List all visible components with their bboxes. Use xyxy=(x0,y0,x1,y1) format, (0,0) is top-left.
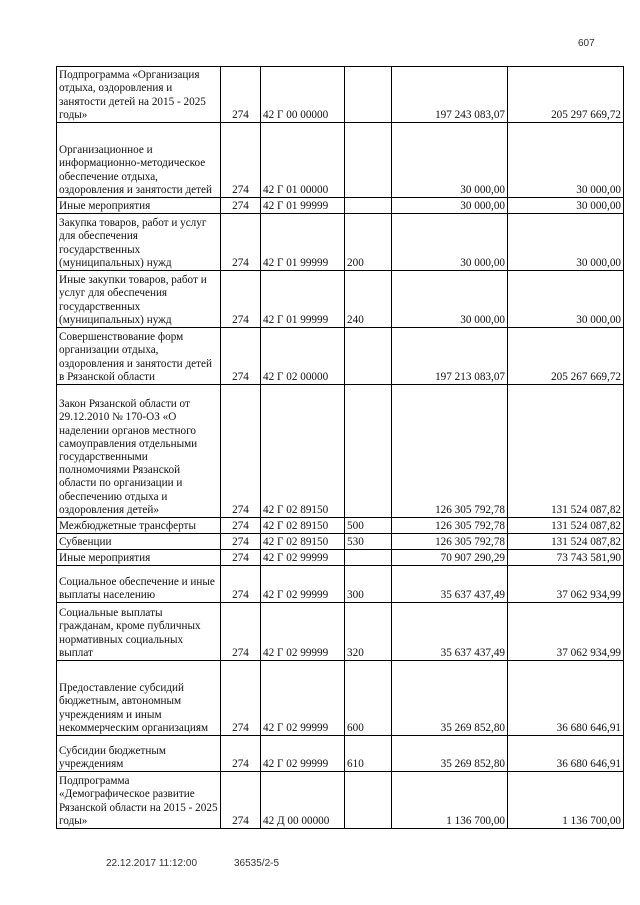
row-name-cell: Социальное обеспечение и иные выплаты населению xyxy=(57,566,221,603)
row-amount-1-cell: 35 637 437,49 xyxy=(392,603,508,661)
footer-doc-code: 36535/2-5 xyxy=(234,858,280,869)
table-row xyxy=(57,214,624,271)
table-row xyxy=(57,772,624,829)
table-row xyxy=(57,271,624,328)
budget-table xyxy=(56,66,624,829)
row-ved-code-cell: 274 xyxy=(221,198,261,214)
table-row xyxy=(57,123,624,198)
row-vr-code-cell xyxy=(345,123,392,198)
row-name-cell: Субсидии бюджетным учреждениям xyxy=(57,736,221,772)
page-number: 607 xyxy=(578,38,595,49)
row-amount-1-cell: 70 907 290,29 xyxy=(392,550,508,566)
row-name-cell: Межбюджетные трансферты xyxy=(57,518,221,534)
row-amount-2-cell: 37 062 934,99 xyxy=(508,603,624,661)
row-name-cell: Закупка товаров, работ и услуг для обеспечения государственных (муниципальных) нужд xyxy=(57,214,221,271)
row-ved-code-cell: 274 xyxy=(221,603,261,661)
row-vr-code-cell: 240 xyxy=(345,271,392,328)
row-ved-code-cell: 274 xyxy=(221,534,261,550)
row-vr-code-cell: 500 xyxy=(345,518,392,534)
row-ved-code-cell: 274 xyxy=(221,67,261,123)
row-ved-code-cell: 274 xyxy=(221,385,261,518)
row-ved-code-cell: 274 xyxy=(221,550,261,566)
row-amount-2-cell: 131 524 087,82 xyxy=(508,534,624,550)
row-name-cell: Социальные выплаты гражданам, кроме публичных нормативных социальных выплат xyxy=(57,603,221,661)
row-ved-code-cell: 274 xyxy=(221,566,261,603)
row-name-cell: Закон Рязанской области от 29.12.2010 № 170-ОЗ «О наделении органов местного самоуправления отдельными государственными полномочиями Рязанской области по организации и обеспечению отдыха и оздоровления детей» xyxy=(57,385,221,518)
row-amount-2-cell: 30 000,00 xyxy=(508,123,624,198)
row-vr-code-cell: 200 xyxy=(345,214,392,271)
row-csr-code-cell: 42 Г 02 99999 xyxy=(261,566,345,603)
row-vr-code-cell xyxy=(345,385,392,518)
table-row xyxy=(57,661,624,736)
row-ved-code-cell: 274 xyxy=(221,328,261,385)
row-amount-2-cell: 30 000,00 xyxy=(508,198,624,214)
footer-datetime: 22.12.2017 11:12:00 xyxy=(106,858,198,869)
row-csr-code-cell: 42 Г 01 99999 xyxy=(261,271,345,328)
row-ved-code-cell: 274 xyxy=(221,123,261,198)
row-amount-2-cell: 37 062 934,99 xyxy=(508,566,624,603)
row-vr-code-cell xyxy=(345,198,392,214)
row-amount-1-cell: 30 000,00 xyxy=(392,271,508,328)
table-row xyxy=(57,736,624,772)
row-ved-code-cell: 274 xyxy=(221,214,261,271)
table-row xyxy=(57,67,624,123)
row-name-cell: Организационное и информационно-методическое обеспечение отдыха, оздоровления и занятости детей xyxy=(57,123,221,198)
row-csr-code-cell: 42 Г 01 99999 xyxy=(261,214,345,271)
row-vr-code-cell: 320 xyxy=(345,603,392,661)
row-amount-1-cell: 126 305 792,78 xyxy=(392,385,508,518)
row-csr-code-cell: 42 Г 01 00000 xyxy=(261,123,345,198)
row-vr-code-cell xyxy=(345,550,392,566)
row-ved-code-cell: 274 xyxy=(221,772,261,829)
row-vr-code-cell xyxy=(345,772,392,829)
row-amount-2-cell: 30 000,00 xyxy=(508,271,624,328)
row-name-cell: Предоставление субсидий бюджетным, автономным учреждениям и иным некоммерческим организациям xyxy=(57,661,221,736)
row-amount-1-cell: 126 305 792,78 xyxy=(392,518,508,534)
row-amount-1-cell: 126 305 792,78 xyxy=(392,534,508,550)
row-amount-2-cell: 205 267 669,72 xyxy=(508,328,624,385)
row-csr-code-cell: 42 Г 02 99999 xyxy=(261,736,345,772)
row-amount-1-cell: 30 000,00 xyxy=(392,198,508,214)
row-csr-code-cell: 42 Г 02 99999 xyxy=(261,550,345,566)
row-amount-2-cell: 30 000,00 xyxy=(508,214,624,271)
row-name-cell: Субвенции xyxy=(57,534,221,550)
row-amount-1-cell: 35 637 437,49 xyxy=(392,566,508,603)
table-row xyxy=(57,328,624,385)
row-csr-code-cell: 42 Г 02 99999 xyxy=(261,661,345,736)
row-vr-code-cell: 530 xyxy=(345,534,392,550)
row-csr-code-cell: 42 Д 00 00000 xyxy=(261,772,345,829)
table-row xyxy=(57,603,624,661)
row-amount-2-cell: 131 524 087,82 xyxy=(508,385,624,518)
row-csr-code-cell: 42 Г 02 99999 xyxy=(261,603,345,661)
row-amount-2-cell: 36 680 646,91 xyxy=(508,736,624,772)
row-amount-2-cell: 131 524 087,82 xyxy=(508,518,624,534)
row-amount-2-cell: 73 743 581,90 xyxy=(508,550,624,566)
row-ved-code-cell: 274 xyxy=(221,736,261,772)
row-name-cell: Иные мероприятия xyxy=(57,550,221,566)
row-amount-1-cell: 35 269 852,80 xyxy=(392,661,508,736)
row-amount-1-cell: 197 213 083,07 xyxy=(392,328,508,385)
row-amount-1-cell: 1 136 700,00 xyxy=(392,772,508,829)
row-csr-code-cell: 42 Г 02 89150 xyxy=(261,534,345,550)
row-amount-2-cell: 1 136 700,00 xyxy=(508,772,624,829)
row-amount-1-cell: 30 000,00 xyxy=(392,214,508,271)
row-csr-code-cell: 42 Г 02 89150 xyxy=(261,518,345,534)
row-ved-code-cell: 274 xyxy=(221,271,261,328)
row-name-cell: Иные мероприятия xyxy=(57,198,221,214)
row-amount-1-cell: 35 269 852,80 xyxy=(392,736,508,772)
row-csr-code-cell: 42 Г 02 00000 xyxy=(261,328,345,385)
budget-table-body xyxy=(57,67,624,829)
row-name-cell: Подпрограмма «Организация отдыха, оздоровления и занятости детей на 2015 - 2025 годы» xyxy=(57,67,221,123)
row-name-cell: Совершенствование форм организации отдыха, оздоровления и занятости детей в Рязанской области xyxy=(57,328,221,385)
row-csr-code-cell: 42 Г 02 89150 xyxy=(261,385,345,518)
row-csr-code-cell: 42 Г 00 00000 xyxy=(261,67,345,123)
table-row xyxy=(57,566,624,603)
row-vr-code-cell: 300 xyxy=(345,566,392,603)
row-ved-code-cell: 274 xyxy=(221,661,261,736)
row-vr-code-cell xyxy=(345,328,392,385)
table-row xyxy=(57,518,624,534)
table-row xyxy=(57,534,624,550)
table-row xyxy=(57,550,624,566)
table-row xyxy=(57,198,624,214)
row-amount-1-cell: 197 243 083,07 xyxy=(392,67,508,123)
row-vr-code-cell xyxy=(345,67,392,123)
row-amount-1-cell: 30 000,00 xyxy=(392,123,508,198)
row-name-cell: Подпрограмма «Демографическое развитие Рязанской области на 2015 - 2025 годы» xyxy=(57,772,221,829)
row-amount-2-cell: 36 680 646,91 xyxy=(508,661,624,736)
row-amount-2-cell: 205 297 669,72 xyxy=(508,67,624,123)
row-name-cell: Иные закупки товаров, работ и услуг для обеспечения государственных (муниципальных) нужд xyxy=(57,271,221,328)
row-vr-code-cell: 610 xyxy=(345,736,392,772)
row-csr-code-cell: 42 Г 01 99999 xyxy=(261,198,345,214)
row-ved-code-cell: 274 xyxy=(221,518,261,534)
row-vr-code-cell: 600 xyxy=(345,661,392,736)
table-row xyxy=(57,385,624,518)
